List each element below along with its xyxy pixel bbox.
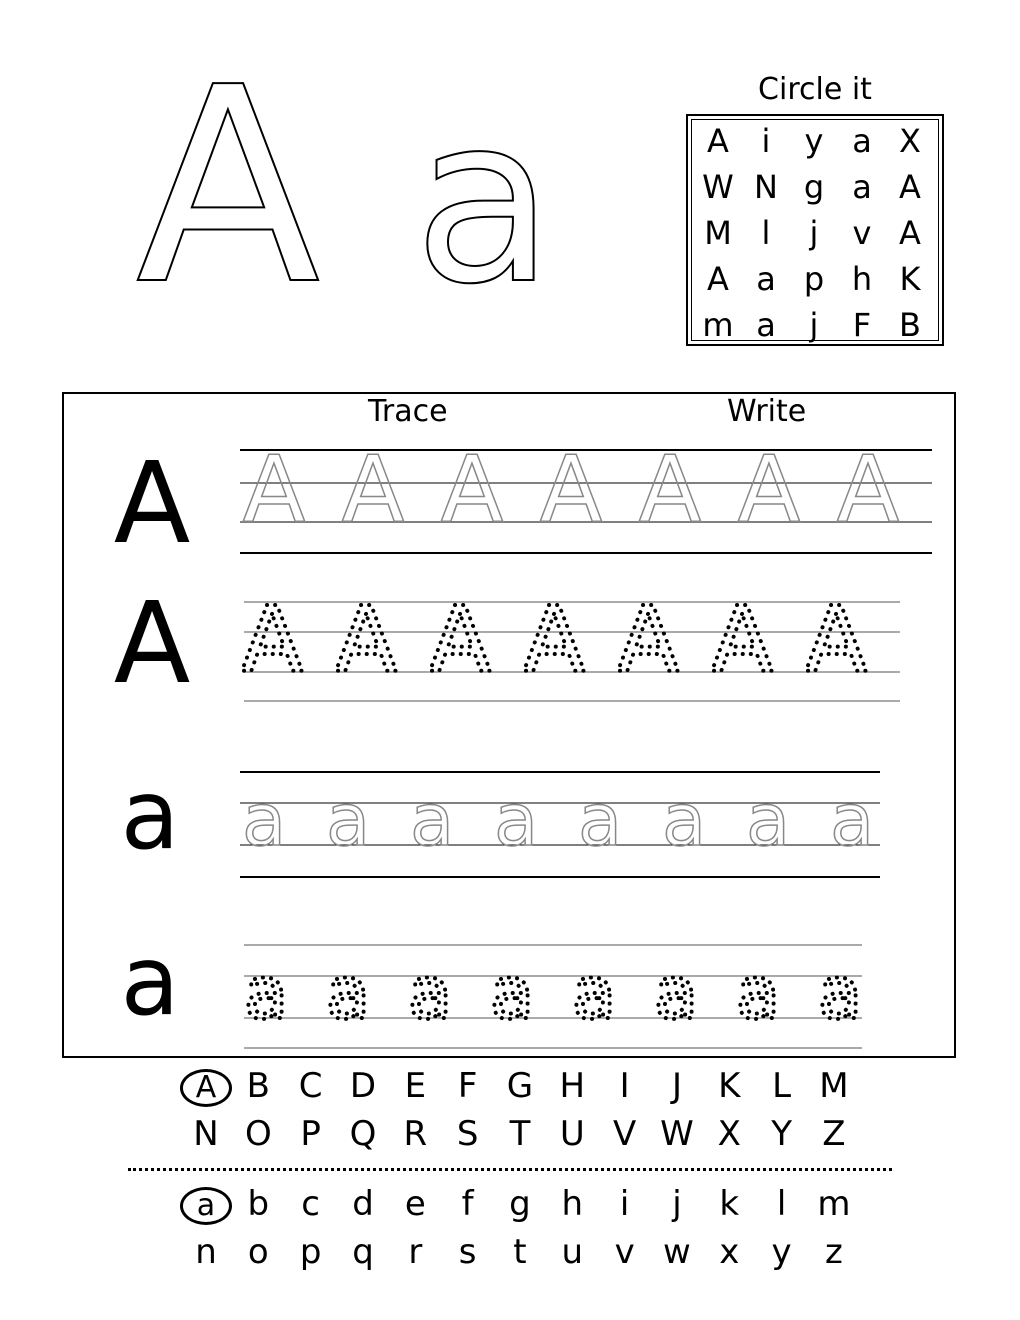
grid-letter[interactable]: K bbox=[899, 260, 921, 298]
trace-letter-dotted: a bbox=[407, 951, 453, 1035]
grid-letter[interactable]: W bbox=[702, 168, 734, 206]
trace-letter-outline: a bbox=[829, 778, 875, 862]
trace-letter-dotted: A bbox=[241, 588, 303, 693]
trace-letter-dotted: a bbox=[571, 951, 617, 1035]
alphabet-letter: z bbox=[825, 1232, 843, 1272]
grid-letter[interactable]: a bbox=[852, 168, 872, 206]
grid-letter[interactable]: F bbox=[852, 306, 872, 344]
grid-letter[interactable]: A bbox=[899, 214, 921, 252]
grid-letter[interactable]: A bbox=[707, 122, 729, 160]
alphabet-letter: h bbox=[561, 1184, 584, 1224]
alphabet-letter: W bbox=[660, 1114, 694, 1154]
trace-letter-outline: A bbox=[539, 436, 603, 543]
grid-letter[interactable]: l bbox=[761, 214, 771, 252]
alphabet-upper-row-1 bbox=[180, 1066, 860, 1107]
alphabet-letter-circled: a bbox=[180, 1187, 232, 1225]
alphabet-letter: P bbox=[300, 1114, 321, 1154]
row-dotted-upper bbox=[114, 579, 900, 709]
alphabet-letter: K bbox=[718, 1066, 741, 1106]
trace-letter-dotted: A bbox=[617, 588, 679, 693]
row-outline-upper bbox=[114, 439, 932, 569]
trace-letter-outline: a bbox=[493, 778, 539, 862]
grid-letter[interactable]: a bbox=[852, 122, 872, 160]
grid-letter[interactable]: A bbox=[707, 260, 729, 298]
alphabet-letter: c bbox=[301, 1184, 320, 1224]
trace-letter-outline: A bbox=[737, 436, 801, 543]
trace-letter-outline: a bbox=[325, 778, 371, 862]
alphabet-letter: J bbox=[671, 1066, 682, 1106]
alphabet-letter: p bbox=[299, 1232, 322, 1272]
grid-letter[interactable]: A bbox=[899, 168, 921, 206]
model-letter-lower: a bbox=[120, 759, 180, 871]
model-letter-upper: A bbox=[113, 579, 191, 709]
grid-letter[interactable]: g bbox=[803, 168, 825, 206]
alphabet-letter: Z bbox=[822, 1114, 846, 1154]
trace-letter-dotted: A bbox=[523, 588, 585, 693]
trace-letter-dotted: a bbox=[653, 951, 699, 1035]
alphabet-letter: j bbox=[672, 1184, 682, 1224]
write-header: Write bbox=[727, 394, 807, 429]
alphabet-letter: O bbox=[244, 1114, 272, 1154]
alphabet-letter: n bbox=[195, 1232, 217, 1272]
grid-letter[interactable]: m bbox=[702, 306, 734, 344]
alphabet-separator bbox=[128, 1168, 892, 1171]
grid-letter[interactable]: B bbox=[899, 306, 921, 344]
grid-letter[interactable]: y bbox=[804, 122, 824, 160]
alphabet-lower-row-2 bbox=[180, 1232, 860, 1272]
big-lower-letter: a bbox=[413, 68, 555, 335]
alphabet-letter: H bbox=[559, 1066, 586, 1106]
trace-letter-dotted: A bbox=[429, 588, 491, 693]
alphabet-letter: d bbox=[352, 1184, 374, 1224]
grid-letter[interactable]: i bbox=[761, 122, 771, 160]
trace-letter-dotted: a bbox=[735, 951, 781, 1035]
alphabet-letter: N bbox=[193, 1114, 219, 1154]
grid-letter[interactable]: v bbox=[852, 214, 872, 252]
alphabet-upper-row-2 bbox=[180, 1114, 860, 1154]
grid-letter[interactable]: N bbox=[754, 168, 778, 206]
trace-header: Trace bbox=[368, 394, 448, 429]
alphabet-letter: f bbox=[461, 1184, 474, 1224]
alphabet-letter: w bbox=[663, 1232, 691, 1272]
trace-letter-outline: A bbox=[242, 436, 306, 543]
alphabet-letter: S bbox=[456, 1114, 479, 1154]
trace-letter-outline: A bbox=[836, 436, 900, 543]
grid-letter[interactable]: X bbox=[899, 122, 921, 160]
grid-letter[interactable]: h bbox=[851, 260, 873, 298]
grid-letter[interactable]: a bbox=[756, 306, 776, 344]
alphabet-letter: I bbox=[619, 1066, 630, 1106]
model-letter-upper: A bbox=[113, 439, 191, 569]
alphabet-letter: R bbox=[403, 1114, 428, 1154]
trace-letter-dotted: A bbox=[805, 588, 867, 693]
circle-it-title: Circle it bbox=[758, 72, 872, 107]
alphabet-letter: b bbox=[247, 1184, 270, 1224]
alphabet-letter: U bbox=[559, 1114, 585, 1154]
trace-letter-outline: a bbox=[241, 778, 287, 862]
trace-letter-outline: a bbox=[409, 778, 455, 862]
grid-letter[interactable]: M bbox=[704, 214, 732, 252]
trace-letter-dotted: a bbox=[325, 951, 371, 1035]
trace-letter-dotted: a bbox=[817, 951, 863, 1035]
trace-letter-outline: A bbox=[638, 436, 702, 543]
alphabet-letter: q bbox=[352, 1232, 374, 1272]
trace-letter-dotted: A bbox=[335, 588, 397, 693]
alphabet-letter: e bbox=[404, 1184, 426, 1224]
alphabet-letter: Y bbox=[771, 1114, 792, 1154]
trace-letter-outline: a bbox=[661, 778, 707, 862]
grid-letter[interactable]: j bbox=[809, 214, 819, 252]
alphabet-letter: V bbox=[612, 1114, 637, 1154]
alphabet-letter: s bbox=[458, 1232, 477, 1272]
big-upper-letter: A bbox=[135, 29, 321, 344]
alphabet-letter: g bbox=[509, 1184, 531, 1224]
grid-letter[interactable]: p bbox=[803, 260, 825, 298]
alphabet-letter: m bbox=[817, 1184, 851, 1224]
alphabet-letter: M bbox=[819, 1066, 849, 1106]
alphabet-letter: L bbox=[772, 1066, 792, 1106]
alphabet-letter: t bbox=[513, 1232, 527, 1272]
trace-letter-outline: a bbox=[577, 778, 623, 862]
alphabet-letter: E bbox=[404, 1066, 427, 1106]
alphabet-letter: B bbox=[246, 1066, 270, 1106]
trace-letter-dotted: a bbox=[489, 951, 535, 1035]
alphabet-letter: r bbox=[408, 1232, 423, 1272]
alphabet-letter: o bbox=[247, 1232, 269, 1272]
trace-letter-outline: a bbox=[745, 778, 791, 862]
alphabet-letter: D bbox=[349, 1066, 377, 1106]
model-letter-lower: a bbox=[120, 925, 180, 1037]
alphabet-letter: v bbox=[614, 1232, 635, 1272]
alphabet-letter: k bbox=[719, 1184, 740, 1224]
alphabet-letter: l bbox=[776, 1184, 787, 1224]
alphabet-letter: T bbox=[509, 1114, 531, 1154]
alphabet-letter: G bbox=[506, 1066, 534, 1106]
trace-letter-dotted: A bbox=[711, 588, 773, 693]
alphabet-letter: i bbox=[619, 1184, 630, 1224]
trace-letter-outline: A bbox=[440, 436, 504, 543]
alphabet-letter: F bbox=[457, 1066, 478, 1106]
alphabet-letter: y bbox=[771, 1232, 792, 1272]
alphabet-letter-circled: A bbox=[180, 1069, 232, 1107]
alphabet-letter: X bbox=[717, 1114, 741, 1154]
alphabet-lower-row-1 bbox=[180, 1184, 860, 1225]
alphabet-letter: Q bbox=[349, 1114, 377, 1154]
grid-letter[interactable]: j bbox=[809, 306, 819, 344]
trace-letter-outline: A bbox=[341, 436, 405, 543]
alphabet-letter: x bbox=[719, 1232, 740, 1272]
alphabet-letter: C bbox=[298, 1066, 323, 1106]
trace-letter-dotted: a bbox=[243, 951, 289, 1035]
grid-letter[interactable]: a bbox=[756, 260, 776, 298]
alphabet-letter: u bbox=[561, 1232, 584, 1272]
